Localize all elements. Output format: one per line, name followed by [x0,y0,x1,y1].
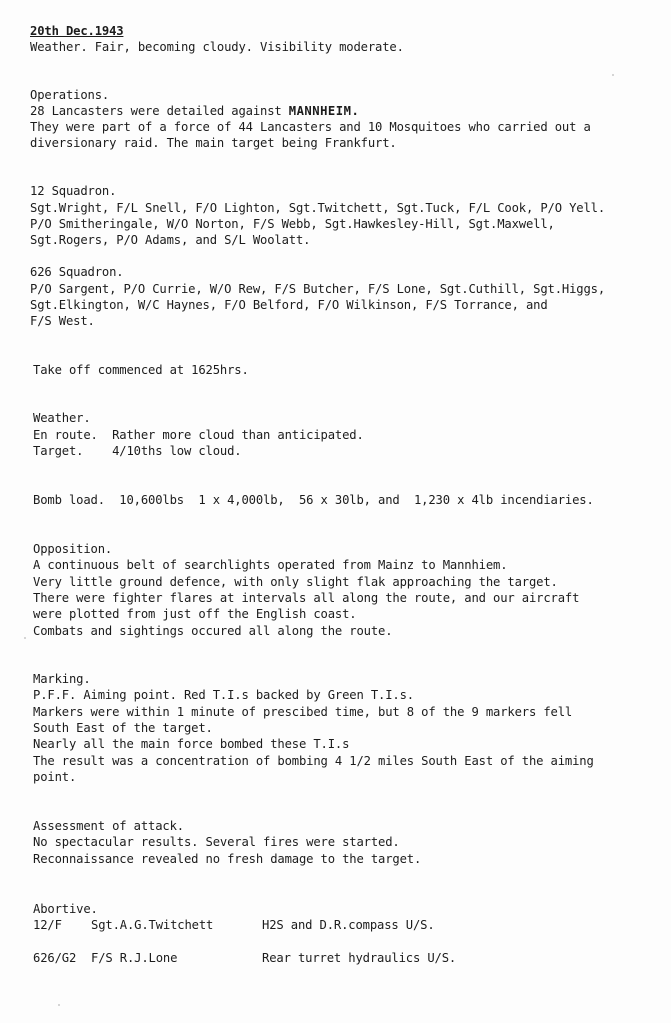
marking-line: point. [33,770,77,784]
squadron-12-line: P/O Smitheringale, W/O Norton, F/S Webb, Sgt.Hawkesley-Hill, Sgt.Maxwell, [30,217,555,231]
operations-line: They were part of a force of 44 Lancasters and 10 Mosquitoes who carried out a [30,120,591,134]
operations-line: diversionary raid. The main target being Frankfurt. [30,136,397,150]
operations-target: MANNHEIM. [288,104,360,118]
abortive-entry-name: Sgt.A.G.Twitchett [91,918,214,932]
marking-heading: Marking. [33,672,91,686]
assessment-line: Reconnaissance revealed no fresh damage to the target. [33,852,422,866]
squadron-12-line: Sgt.Rogers, P/O Adams, and S/L Woolatt. [30,233,311,247]
operations-heading: Operations. [30,88,110,102]
abortive-entry-unit: 626/G2 [33,951,77,965]
scan-speck [24,637,26,639]
marking-line: Nearly all the main force bombed these T.I.s [33,737,350,751]
abortive-entry-reason: Rear turret hydraulics U/S. [262,951,457,965]
bomb-load: Bomb load. 10,600lbs 1 x 4,000lb, 56 x 30lb, and 1,230 x 4lb incendiaries. [33,493,594,507]
opposition-line: A continuous belt of searchlights operated from Mainz to Mannhiem. [33,558,508,572]
abortive-entry-unit: 12/F [33,918,62,932]
marking-line: P.F.F. Aiming point. Red T.I.s backed by Green T.I.s. [33,688,414,702]
date-heading: 20th Dec.1943 [30,24,124,38]
weather-target: Target. 4/10ths low cloud. [33,444,242,458]
abortive-entry-name: F/S R.J.Lone [91,951,178,965]
scan-speck [612,74,614,76]
marking-line: The result was a concentration of bombing 4 1/2 miles South East of the aiming [33,754,594,768]
abortive-entry-reason: H2S and D.R.compass U/S. [262,918,435,932]
opposition-heading: Opposition. [33,542,113,556]
assessment-heading: Assessment of attack. [33,819,184,833]
marking-line: South East of the target. [33,721,213,735]
weather-en-route: En route. Rather more cloud than anticipated. [33,428,364,442]
operations-detail-prefix: 28 Lancasters were detailed against [30,104,289,118]
squadron-626-line: P/O Sargent, P/O Currie, W/O Rew, F/S Butcher, F/S Lone, Sgt.Cuthill, Sgt.Higgs, [30,282,605,296]
operations-detail [30,103,359,119]
assessment-line: No spectacular results. Several fires were started. [33,835,400,849]
squadron-12-heading: 12 Squadron. [30,184,117,198]
opposition-line: Combats and sightings occured all along the route. [33,624,393,638]
opposition-line: were plotted from just off the English coast. [33,607,357,621]
takeoff-time: Take off commenced at 1625hrs. [33,363,249,377]
marking-line: Markers were within 1 minute of prescibed time, but 8 of the 9 markers fell [33,705,573,719]
squadron-626-line: F/S West. [30,314,95,328]
weather-heading: Weather. [33,411,91,425]
squadron-12-line: Sgt.Wright, F/L Snell, F/O Lighton, Sgt.Twitchett, Sgt.Tuck, F/L Cook, P/O Yell. [30,201,605,215]
weather-summary: Weather. Fair, becoming cloudy. Visibility moderate. [30,40,404,54]
squadron-626-heading: 626 Squadron. [30,265,124,279]
opposition-line: There were fighter flares at intervals all along the route, and our aircraft [33,591,580,605]
abortive-heading: Abortive. [33,902,98,916]
scan-speck [58,1004,60,1006]
squadron-626-line: Sgt.Elkington, W/C Haynes, F/O Belford, F/O Wilkinson, F/S Torrance, and [30,298,548,312]
opposition-line: Very little ground defence, with only slight flak approaching the target. [33,575,558,589]
